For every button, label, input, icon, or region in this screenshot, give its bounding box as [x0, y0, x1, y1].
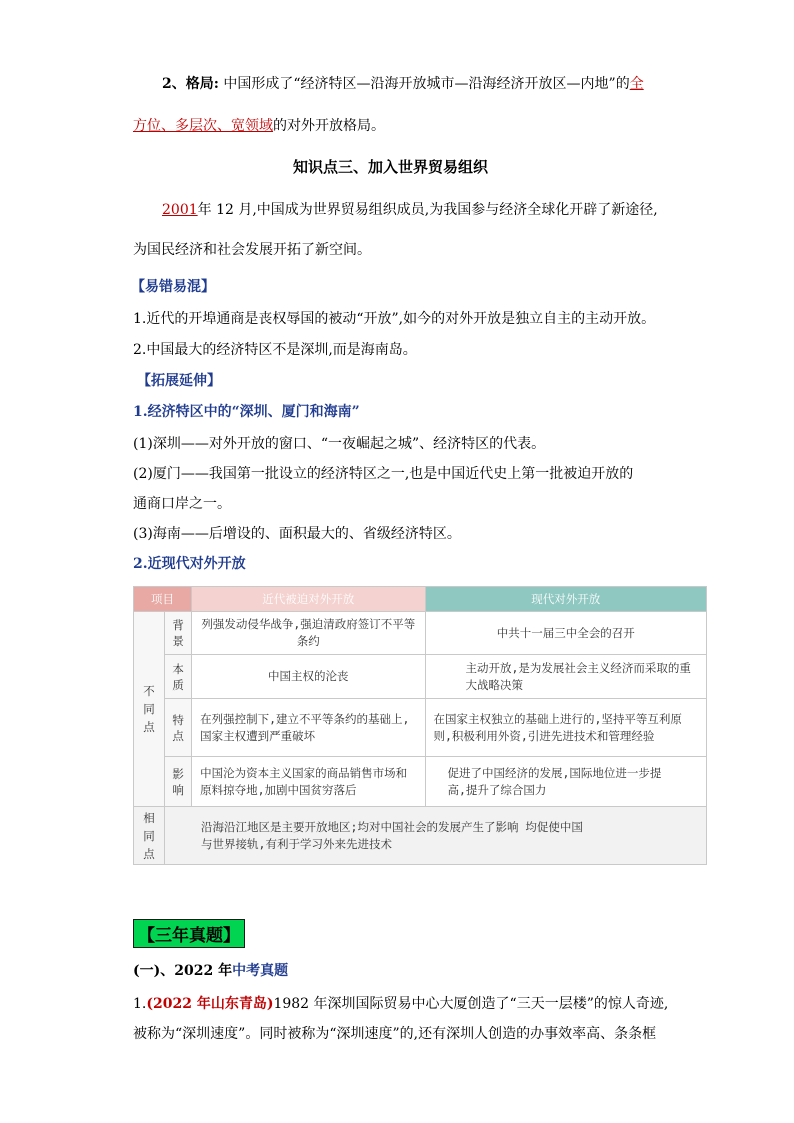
group-same-label: 相同点 [134, 807, 165, 865]
exam-year-heading: (一)、2022 年中考真题 [133, 963, 289, 979]
mistake-item-2: 2.中国最大的经济特区不是深圳,而是海南岛。 [133, 342, 417, 358]
pattern-highlight-a: 全 [629, 76, 644, 92]
question-1-text1: 1982 年深圳国际贸易中心大厦创造了“三天一层楼”的惊人奇迹, [273, 996, 669, 1012]
comparison-table [133, 586, 707, 865]
extension-sub1: 1.经济特区中的“深圳、厦门和海南” [133, 404, 360, 420]
cell-feature-right: 在国家主权独立的基础上进行的,坚持平等互利原则,积极利用外资,引进先进技术和管理经验 [425, 699, 707, 757]
pattern-text: 中国形成了“经济特区—沿海开放城市—沿海经济开放区—内地”的 [223, 76, 630, 92]
section3-title: 知识点三、加入世界贸易组织 [293, 158, 489, 176]
header-item: 项目 [134, 587, 192, 612]
header-contemporary: 现代对外开放 [425, 587, 707, 612]
row-label-background: 背景 [165, 612, 192, 655]
cell-same: 沿海沿江地区是主要开放地区;均对中国社会的发展产生了影响 均促使中国与世界接轨,有利于学习外来先进技术 [165, 807, 707, 865]
question-1-number: 1. [133, 996, 147, 1012]
wto-year: 2001 [162, 202, 198, 218]
row-label-feature: 特点 [165, 699, 192, 757]
extension-s2b: 通商口岸之一。 [133, 496, 231, 512]
cell-background-left: 列强发动侵华战争,强迫清政府签订不平等条约 [192, 612, 425, 655]
row-label-impact: 影响 [165, 757, 192, 807]
extension-s1: (1)深圳——对外开放的窗口、“一夜崛起之城”、经济特区的代表。 [133, 436, 546, 452]
mistake-item-1: 1.近代的开埠通商是丧权辱国的被动“开放”,如今的对外开放是独立自主的主动开放。 [133, 311, 656, 327]
header-modern-forced: 近代被迫对外开放 [192, 587, 425, 612]
group-diff-label: 不同点 [134, 612, 165, 807]
extension-sub2: 2.近现代对外开放 [133, 556, 246, 572]
wto-paragraph-line1 [162, 199, 658, 219]
pattern-label: 2、格局: [162, 76, 219, 92]
pattern-highlight-b: 方位、多层次、宽领域 [133, 118, 273, 134]
cell-essence-left: 中国主权的沦丧 [192, 655, 425, 699]
question-1-source: (2022 年山东青岛) [146, 996, 274, 1012]
cell-essence-right: 主动开放,是为发展社会主义经济而采取的重大战略决策 [425, 655, 707, 699]
pattern-paragraph-line1 [162, 73, 644, 93]
cell-impact-right: 促进了中国经济的发展,国际地位进一步提高,提升了综合国力 [425, 757, 707, 807]
wto-text1: 年 12 月,中国成为世界贸易组织成员,为我国参与经济全球化开辟了新途径, [197, 202, 658, 218]
question-1-line1 [133, 993, 668, 1013]
row-label-essence: 本质 [165, 655, 192, 699]
question-1-line2: 被称为“深圳速度”。同时被称为“深圳速度”的,还有深圳人创造的办事效率高、条条框 [133, 1026, 657, 1042]
extension-s3: (3)海南——后增设的、面积最大的、省级经济特区。 [133, 526, 461, 542]
wto-paragraph-line2: 为国民经济和社会发展开拓了新空间。 [133, 242, 371, 258]
cell-impact-left: 中国沦为资本主义国家的商品销售市场和原料掠夺地,加剧中国贫穷落后 [192, 757, 425, 807]
pattern-tail: 的对外开放格局。 [273, 118, 385, 134]
extension-s2a: (2)厦门——我国第一批设立的经济特区之一,也是中国近代史上第一批被迫开放的 [133, 466, 634, 482]
pattern-paragraph-line2 [133, 115, 385, 135]
extension-heading: 【拓展延伸】 [137, 373, 221, 389]
mistakes-heading: 【易错易混】 [131, 279, 215, 295]
cell-feature-left: 在列强控制下,建立不平等条约的基础上,国家主权遭到严重破坏 [192, 699, 425, 757]
cell-background-right: 中共十一届三中全会的召开 [425, 612, 707, 655]
three-year-exam-tag: 【三年真题】 [133, 919, 245, 948]
